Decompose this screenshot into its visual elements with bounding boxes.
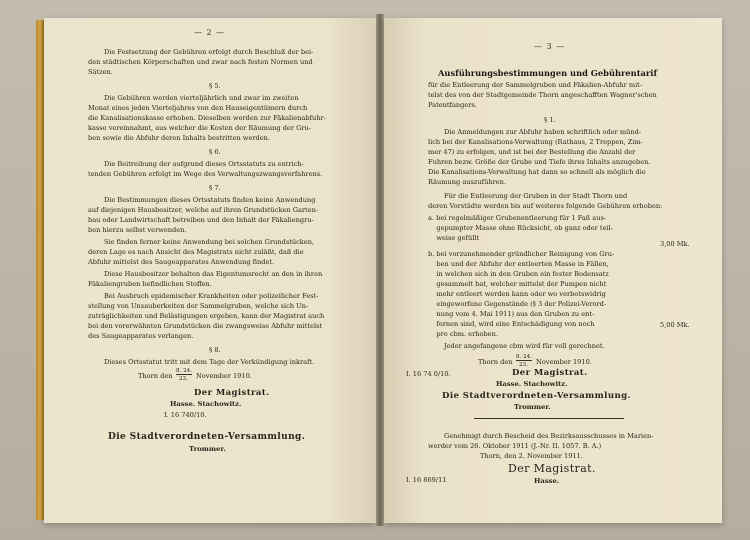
signatory-names: Hasse. Stachowitz. bbox=[496, 380, 568, 388]
paragraph-line: den städtischen Körperschaften und zwar nach festen Normen und bbox=[88, 58, 313, 66]
date-suffix: November 1910. bbox=[536, 358, 592, 366]
paragraph-line: Diese Hausbesitzer behalten das Eigentumsrecht an den in ihren bbox=[104, 270, 323, 278]
paragraph-line: stellung von Unsauberkeiten der Sammelgruben, welche sich Un- bbox=[88, 302, 309, 310]
left-page bbox=[44, 18, 376, 523]
paragraph-line: Für die Entleerung der Gruben in der Stadt Thorn und bbox=[444, 192, 628, 200]
signatory-name-2: Hasse. bbox=[534, 477, 560, 485]
tariff-item-line: nung vom 4. Mai 1911) aus den Gruben zu ent- bbox=[428, 310, 595, 318]
tariff-item-line: b. bei vorzunehmender gründlicher Reinigung von Gru- bbox=[428, 250, 615, 258]
section-heading: § 8. bbox=[209, 346, 221, 354]
paragraph-line: Sätzen. bbox=[88, 68, 113, 76]
page-number: — 3 — bbox=[534, 42, 566, 51]
approval-line: Genehmigt durch Bescheid des Bezirksausschusses in Marien- bbox=[444, 432, 654, 440]
paragraph-line: kasse vereinnahmt, aus welcher die Kosten der Räumung der Gru- bbox=[88, 124, 311, 132]
paragraph-line: Monat eines jeden Vierteljahres von den Hauseigentümern durch bbox=[88, 104, 308, 112]
paragraph-line: Die Kanalisations-Verwaltung hat dann so schnell als möglich die bbox=[428, 168, 646, 176]
paragraph-line: auf diejenigen Hausbesitzer, welche auf ihren Grundstücken Garten- bbox=[88, 206, 319, 214]
reference-number: I. 16 74 0/10. bbox=[406, 370, 451, 378]
date-prefix: Thorn den bbox=[478, 358, 513, 366]
paragraph-line: deren Vorstädte werden bis auf weiteres folgende Gebühren erhoben: bbox=[428, 202, 663, 210]
paragraph-line: Räumung auszuführen. bbox=[428, 178, 506, 186]
tariff-heading: Ausführungsbestimmungen und Gebührentarif bbox=[438, 68, 658, 78]
divider-rule bbox=[474, 418, 624, 419]
book-gutter bbox=[376, 14, 384, 526]
date-suffix: November 1910. bbox=[196, 372, 252, 380]
section-heading: § 6. bbox=[209, 148, 221, 156]
section-heading: § 5. bbox=[209, 82, 221, 90]
paragraph-line: Die Gebühren werden vierteljährlich und zwar im zweiten bbox=[104, 94, 299, 102]
subheading-line: telst des von der Stadtgemeinde Thorn angeschafften Wagner'schen bbox=[428, 91, 657, 99]
right-page bbox=[384, 18, 722, 523]
tariff-item-line: pro cbm. erhoben. bbox=[428, 330, 498, 338]
paragraph-line: zuträglichkeiten und Belästigungen ergeben, kann der Magistrat auch bbox=[88, 312, 325, 320]
paragraph-line: mer 47) zu erfolgen, und ist bei der Bestellung die Anzahl der bbox=[428, 148, 636, 156]
paragraph-line: Fäkaliengruben befindlichen Stoffen. bbox=[88, 280, 212, 288]
paragraph-line: ben hierzu selbst verwenden. bbox=[88, 226, 187, 234]
paragraph-line: Die Festsetzung der Gebühren erfolgt durch Beschluß der bei- bbox=[104, 48, 314, 56]
paragraph-line: tenden Gebühren erfolgt im Wege des Verwaltungszwangsverfahrens. bbox=[88, 170, 323, 178]
section-heading: § 1. bbox=[544, 116, 556, 124]
paragraph-line: deren Lage es nach Ansicht des Magistrats nicht zuläßt, daß die bbox=[88, 248, 304, 256]
date-numerator: 8. 24. bbox=[516, 354, 533, 360]
reference-number-2: I. 16 869/11 bbox=[406, 476, 447, 484]
tariff-item-line: gepumpter Masse ohne Rücksicht, ob ganz oder teil- bbox=[428, 224, 613, 232]
tariff-item-line: mehr entleert werden kann oder wo verbotswidrig bbox=[428, 290, 606, 298]
tariff-amount-b: 5,00 Mk. bbox=[660, 321, 690, 329]
magistrat-signature: Der Magistrat. bbox=[512, 368, 588, 378]
signatory-names: Hasse. Stachowitz. bbox=[170, 400, 242, 408]
paragraph-line: Fuhren bezw. Größe der Grube und Tiefe ihres Inhalts anzugeben. bbox=[428, 158, 651, 166]
magistrat-signature: Der Magistrat. bbox=[194, 388, 270, 398]
tariff-item-line: gesammelt hat, welcher mittelst der Pumpen nicht bbox=[428, 280, 607, 288]
date-prefix: Thorn den bbox=[138, 372, 173, 380]
assembly-chair: Trommer. bbox=[514, 403, 551, 411]
tariff-item-line: eingeworfene Gegenstände (§ 3 der Polizei-Verord- bbox=[428, 300, 607, 308]
paragraph-line: Sie finden ferner keine Anwendung bei solchen Grundstücken, bbox=[104, 238, 315, 246]
section-heading: § 7. bbox=[209, 184, 221, 192]
paragraph-line: ben sowie die Abfuhr deren Inhalts bestritten werden. bbox=[88, 134, 270, 142]
date-denominator: 23. bbox=[179, 376, 188, 382]
tariff-amount-a: 3,00 Mk. bbox=[660, 240, 690, 248]
date-numerator: 8. 24. bbox=[176, 368, 193, 374]
magistrat-signature-2: Der Magistrat. bbox=[508, 462, 596, 475]
paragraph-line: bei den vorerwähnten Grundstücken die zwangsweise Abfuhr mittelst bbox=[88, 322, 323, 330]
paragraph-line: Die Bestimmungen dieses Ortsstatuts finden keine Anwendung bbox=[104, 196, 316, 204]
page-number: — 2 — bbox=[194, 28, 226, 37]
tariff-item-line: a. bei regelmäßiger Grubenentleerung für 1 Faß aus- bbox=[428, 214, 607, 222]
paragraph-line: des Saugeapparates verlangen. bbox=[88, 332, 194, 340]
approval-line: werder vom 26. Oktober 1911 (J.-Nr. II. 1057. B. A.) bbox=[428, 442, 602, 450]
reference-number: I. 16 740/10. bbox=[164, 411, 207, 419]
approval-line: Thorn, den 2. November 1911. bbox=[480, 452, 583, 460]
tariff-item-line: ben und der Abfuhr der entleerten Masse in Fällen, bbox=[428, 260, 609, 268]
assembly-signature: Die Stadtverordneten-Versammlung. bbox=[108, 432, 306, 442]
paragraph-line: Abfuhr mittelst des Saugeapparates Anwendung findet. bbox=[88, 258, 275, 266]
tariff-item-line: weise gefüllt bbox=[428, 234, 480, 242]
paragraph-line: Bei Ausbruch epidemischer Krankheiten oder polizeilicher Fest- bbox=[104, 292, 319, 300]
subheading-line: für die Entleerung der Sammelgruben und Fäkalien-Abfuhr mit- bbox=[428, 81, 643, 89]
subheading-line: Patentfangers. bbox=[428, 101, 477, 109]
tariff-item-line: fernen sind, wird eine Entschädigung von noch bbox=[428, 320, 595, 328]
gilt-page-edge bbox=[36, 20, 44, 520]
paragraph-line: Die Beitreibung der aufgrund dieses Ortsstatuts zu entrich- bbox=[104, 160, 304, 168]
paragraph-line: bau oder Landwirtschaft betreiben und den Inhalt der Fäkaliengru- bbox=[88, 216, 314, 224]
assembly-signature: Die Stadtverordneten-Versammlung. bbox=[442, 391, 631, 401]
paragraph-line: Dieses Ortsstatut tritt mit dem Tage der Verkündigung inkraft. bbox=[104, 358, 315, 366]
assembly-chair: Trommer. bbox=[189, 445, 226, 453]
paragraph-line: lich bei der Kanalisations-Verwaltung (Rathaus, 2 Treppen, Zim- bbox=[428, 138, 643, 146]
date-denominator: 23. bbox=[519, 362, 528, 368]
paragraph-line: Die Anmeldungen zur Abfuhr haben schriftlich oder münd- bbox=[444, 128, 642, 136]
tariff-item-line: in welchen sich in den Gruben ein fester Bodensatz bbox=[428, 270, 609, 278]
paragraph-line: Jeder angefangene cbm wird für voll gerechnet. bbox=[444, 342, 605, 350]
paragraph-line: die Kanalisationskasse erhoben. Dieselben werden zur Fäkalienabfuhr- bbox=[88, 114, 326, 122]
